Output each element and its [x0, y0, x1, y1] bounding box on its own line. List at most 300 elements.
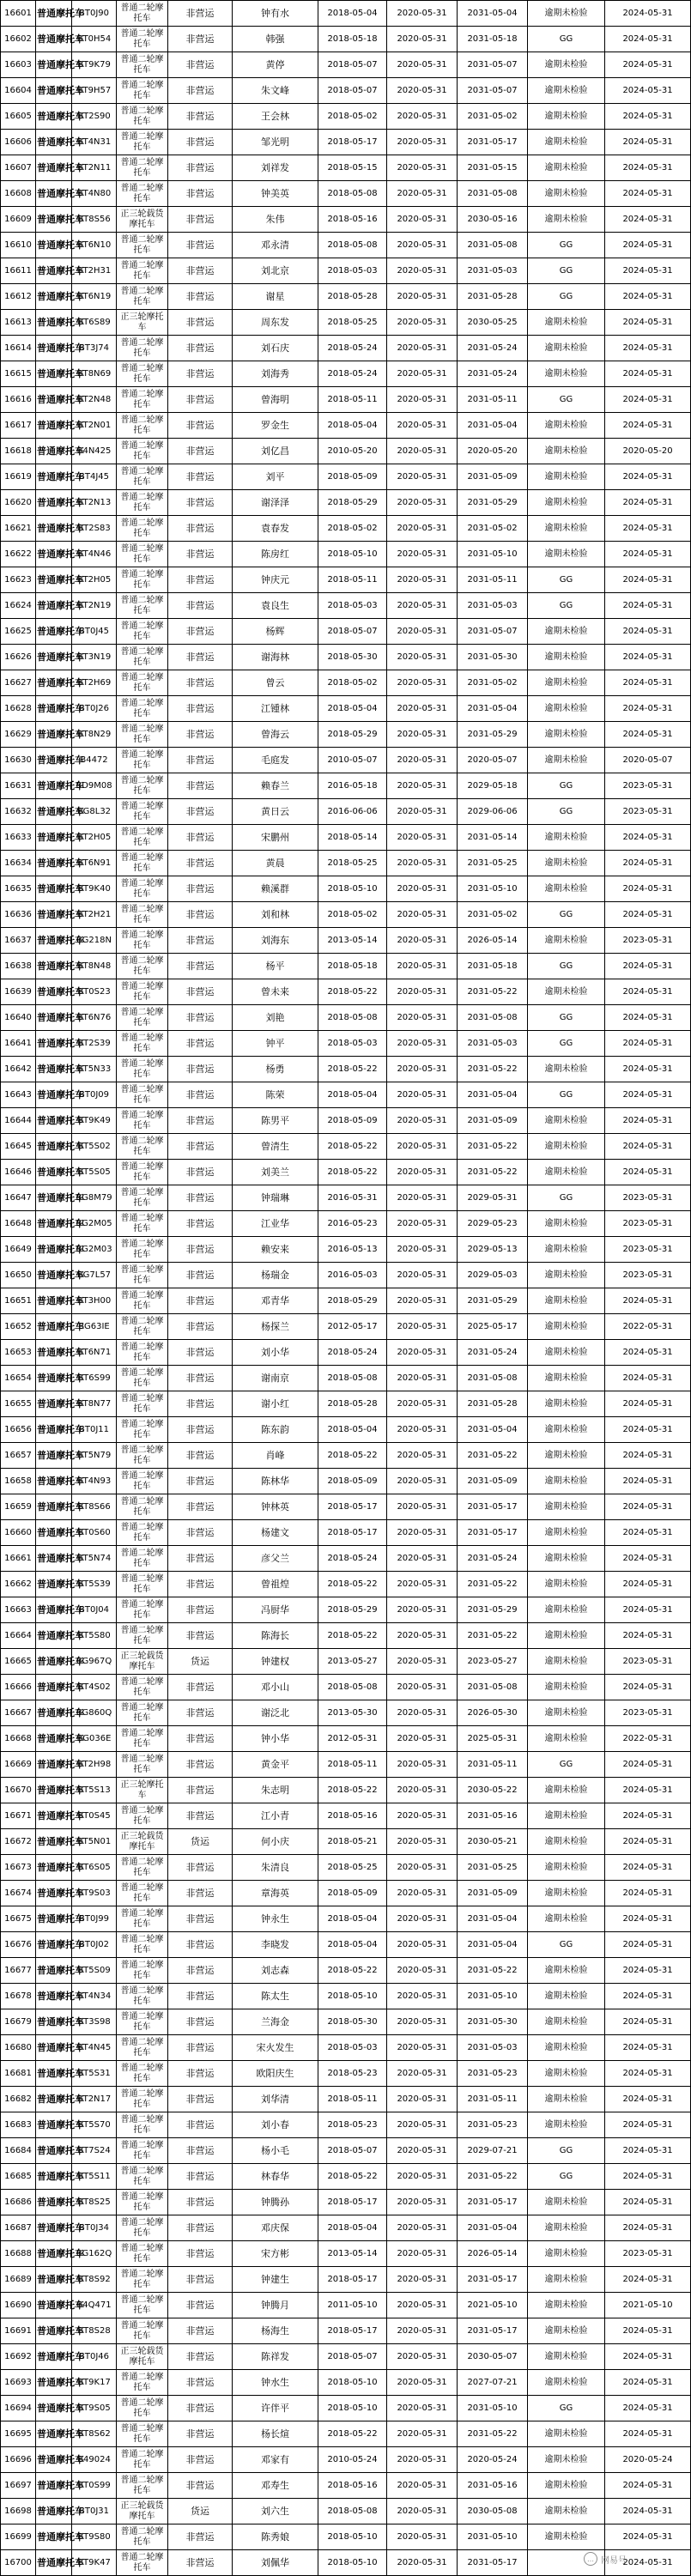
- table-row: [1, 1700, 691, 1726]
- record-date-cell: 2020-05-31: [387, 361, 458, 387]
- usage-type-cell: 非营运: [168, 104, 233, 130]
- plate-number-cell: BT0J34: [72, 2215, 117, 2241]
- scrap-date-cell: 2029-07-21: [458, 2138, 528, 2164]
- expiry-date-cell: 2024-05-31: [605, 722, 691, 748]
- usage-type-cell: 非营运: [168, 1005, 233, 1031]
- record-id-cell: 16689: [1, 2267, 36, 2293]
- table-row: [1, 1752, 691, 1778]
- vehicle-category-cell: 普通摩托车: [36, 516, 72, 542]
- vehicle-category-cell: 普通摩托车: [36, 1881, 72, 1906]
- inspection-status-cell: 逾期未检验: [528, 1, 605, 27]
- scrap-date-cell: 2030-05-25: [458, 310, 528, 336]
- expiry-date-cell: 2024-05-31: [605, 310, 691, 336]
- scrap-date-cell: 2031-05-11: [458, 2087, 528, 2112]
- owner-name-cell: 杨辉: [233, 619, 318, 645]
- table-row: [1, 748, 691, 773]
- scrap-date-cell: 2031-05-08: [458, 1675, 528, 1700]
- scrap-date-cell: 2030-05-16: [458, 207, 528, 233]
- expiry-date-cell: 2024-05-31: [605, 1546, 691, 1572]
- owner-name-cell: 钟建生: [233, 2267, 318, 2293]
- vehicle-category-cell: 普通摩托车: [36, 1958, 72, 1984]
- expiry-date-cell: 2024-05-31: [605, 1391, 691, 1417]
- table-row: [1, 1288, 691, 1314]
- plate-number-cell: BT4S02: [72, 1675, 117, 1700]
- owner-name-cell: 江业华: [233, 1211, 318, 1237]
- table-row: [1, 1185, 691, 1211]
- first-reg-date-cell: 2018-05-04: [318, 1082, 387, 1108]
- plate-number-cell: BT5N33: [72, 1057, 117, 1082]
- table-row: [1, 1417, 691, 1443]
- scrap-date-cell: 2031-05-15: [458, 155, 528, 181]
- record-date-cell: 2020-05-31: [387, 2190, 458, 2215]
- table-row: [1, 2267, 691, 2293]
- table-row: [1, 1211, 691, 1237]
- first-reg-date-cell: 2011-05-10: [318, 2293, 387, 2318]
- record-id-cell: 16609: [1, 207, 36, 233]
- table-row: [1, 799, 691, 825]
- first-reg-date-cell: 2010-05-07: [318, 748, 387, 773]
- vehicle-category-cell: 普通摩托车: [36, 233, 72, 258]
- record-date-cell: 2020-05-31: [387, 1623, 458, 1649]
- vehicle-type-cell: 普通二轮摩托车: [117, 567, 168, 593]
- owner-name-cell: 曾祖煌: [233, 1572, 318, 1597]
- first-reg-date-cell: 2018-05-09: [318, 1469, 387, 1494]
- scrap-date-cell: 2031-05-18: [458, 954, 528, 979]
- record-id-cell: 16644: [1, 1108, 36, 1134]
- expiry-date-cell: 2024-05-31: [605, 1, 691, 27]
- usage-type-cell: 非营运: [168, 2190, 233, 2215]
- vehicle-category-cell: 普通摩托车: [36, 181, 72, 207]
- usage-type-cell: 非营运: [168, 1263, 233, 1288]
- vehicle-type-cell: 普通二轮摩托车: [117, 542, 168, 567]
- inspection-status-cell: 逾期未检验: [528, 1340, 605, 1366]
- table-row: [1, 2112, 691, 2138]
- vehicle-category-cell: 普通摩托车: [36, 2087, 72, 2112]
- vehicle-category-cell: 普通摩托车: [36, 1906, 72, 1932]
- expiry-date-cell: 2024-05-31: [605, 954, 691, 979]
- vehicle-type-cell: 普通二轮摩托车: [117, 1546, 168, 1572]
- first-reg-date-cell: 2016-06-06: [318, 799, 387, 825]
- usage-type-cell: 非营运: [168, 516, 233, 542]
- record-id-cell: 16606: [1, 130, 36, 155]
- usage-type-cell: 非营运: [168, 1932, 233, 1958]
- inspection-status-cell: GG: [528, 27, 605, 52]
- record-date-cell: 2020-05-31: [387, 233, 458, 258]
- expiry-date-cell: 2024-05-31: [605, 902, 691, 928]
- table-row: [1, 1778, 691, 1803]
- table-row: [1, 1366, 691, 1391]
- vehicle-category-cell: 普通摩托车: [36, 155, 72, 181]
- vehicle-type-cell: 普通二轮摩托车: [117, 1700, 168, 1726]
- owner-name-cell: 朱清良: [233, 1855, 318, 1881]
- record-date-cell: 2020-05-31: [387, 2138, 458, 2164]
- usage-type-cell: 货运: [168, 1829, 233, 1855]
- vehicle-type-cell: 正三轮摩托车: [117, 310, 168, 336]
- expiry-date-cell: 2024-05-31: [605, 2473, 691, 2499]
- owner-name-cell: 韩强: [233, 27, 318, 52]
- first-reg-date-cell: 2013-05-14: [318, 2241, 387, 2267]
- table-row: [1, 645, 691, 670]
- expiry-date-cell: 2024-05-31: [605, 2499, 691, 2524]
- vehicle-category-cell: 普通摩托车: [36, 413, 72, 439]
- scrap-date-cell: 2031-05-03: [458, 258, 528, 284]
- vehicle-category-cell: 普通摩托车: [36, 722, 72, 748]
- record-id-cell: 16680: [1, 2035, 36, 2061]
- owner-name-cell: 杨海生: [233, 2318, 318, 2344]
- plate-number-cell: BT6S05: [72, 1855, 117, 1881]
- inspection-status-cell: 逾期未检验: [528, 1881, 605, 1906]
- record-id-cell: 16661: [1, 1546, 36, 1572]
- inspection-status-cell: 逾期未检验: [528, 490, 605, 516]
- owner-name-cell: 刘美兰: [233, 1160, 318, 1185]
- owner-name-cell: 周东发: [233, 310, 318, 336]
- scrap-date-cell: 2031-05-08: [458, 181, 528, 207]
- record-date-cell: 2020-05-31: [387, 567, 458, 593]
- vehicle-type-cell: 普通二轮摩托车: [117, 336, 168, 361]
- vehicle-category-cell: 普通摩托车: [36, 258, 72, 284]
- expiry-date-cell: 2024-05-31: [605, 1340, 691, 1366]
- record-id-cell: 16637: [1, 928, 36, 954]
- plate-number-cell: BG162Q: [72, 2241, 117, 2267]
- vehicle-category-cell: 普通摩托车: [36, 1752, 72, 1778]
- owner-name-cell: 宋火发生: [233, 2035, 318, 2061]
- vehicle-type-cell: 普通二轮摩托车: [117, 1160, 168, 1185]
- scrap-date-cell: 2031-05-18: [458, 27, 528, 52]
- vehicle-category-cell: 普通摩托车: [36, 104, 72, 130]
- vehicle-category-cell: 普通摩托车: [36, 284, 72, 310]
- table-row: [1, 1803, 691, 1829]
- inspection-status-cell: 逾期未检验: [528, 1958, 605, 1984]
- vehicle-category-cell: 普通摩托车: [36, 799, 72, 825]
- vehicle-type-cell: 普通二轮摩托车: [117, 78, 168, 104]
- vehicle-type-cell: 普通二轮摩托车: [117, 876, 168, 902]
- expiry-date-cell: 2024-05-31: [605, 1597, 691, 1623]
- record-date-cell: 2020-05-31: [387, 1340, 458, 1366]
- plate-number-cell: BT2S90: [72, 104, 117, 130]
- vehicle-category-cell: 普通摩托车: [36, 27, 72, 52]
- scrap-date-cell: 2020-05-20: [458, 439, 528, 464]
- vehicle-category-cell: 普通摩托车: [36, 464, 72, 490]
- vehicle-category-cell: 普通摩托车: [36, 1932, 72, 1958]
- inspection-status-cell: 逾期未检验: [528, 1520, 605, 1546]
- usage-type-cell: 非营运: [168, 1031, 233, 1057]
- first-reg-date-cell: 2012-05-17: [318, 1314, 387, 1340]
- expiry-date-cell: 2024-05-31: [605, 1494, 691, 1520]
- expiry-date-cell: 2020-05-07: [605, 748, 691, 773]
- first-reg-date-cell: 2018-05-03: [318, 258, 387, 284]
- usage-type-cell: 非营运: [168, 1443, 233, 1469]
- record-id-cell: 16619: [1, 464, 36, 490]
- table-row: [1, 1520, 691, 1546]
- plate-number-cell: BT5S13: [72, 1778, 117, 1803]
- vehicle-category-cell: 普通摩托车: [36, 1134, 72, 1160]
- usage-type-cell: 非营运: [168, 78, 233, 104]
- expiry-date-cell: 2024-05-31: [605, 1958, 691, 1984]
- expiry-date-cell: 2024-05-31: [605, 130, 691, 155]
- inspection-status-cell: 逾期未检验: [528, 1288, 605, 1314]
- scrap-date-cell: 2031-05-22: [458, 1623, 528, 1649]
- first-reg-date-cell: 2018-05-30: [318, 2009, 387, 2035]
- vehicle-type-cell: 普通二轮摩托车: [117, 1340, 168, 1366]
- plate-number-cell: BT2N01: [72, 413, 117, 439]
- inspection-status-cell: 逾期未检验: [528, 1623, 605, 1649]
- expiry-date-cell: 2024-05-31: [605, 1932, 691, 1958]
- plate-number-cell: BT4J45: [72, 464, 117, 490]
- expiry-date-cell: 2022-05-31: [605, 1314, 691, 1340]
- plate-number-cell: BT0J09: [72, 1082, 117, 1108]
- usage-type-cell: 非营运: [168, 1, 233, 27]
- table-row: [1, 1340, 691, 1366]
- vehicle-type-cell: 普通二轮摩托车: [117, 2241, 168, 2267]
- first-reg-date-cell: 2018-05-23: [318, 2061, 387, 2087]
- inspection-status-cell: 逾期未检验: [528, 2499, 605, 2524]
- usage-type-cell: 非营运: [168, 1984, 233, 2009]
- record-id-cell: 16625: [1, 619, 36, 645]
- record-id-cell: 16601: [1, 1, 36, 27]
- table-row: [1, 233, 691, 258]
- inspection-status-cell: 逾期未检验: [528, 1469, 605, 1494]
- scrap-date-cell: 2031-05-09: [458, 1108, 528, 1134]
- record-date-cell: 2020-05-31: [387, 1005, 458, 1031]
- vehicle-category-cell: 普通摩托车: [36, 619, 72, 645]
- table-row: [1, 1469, 691, 1494]
- chat-bubble-icon: …: [584, 2552, 597, 2566]
- first-reg-date-cell: 2018-05-29: [318, 1597, 387, 1623]
- first-reg-date-cell: 2018-05-17: [318, 2318, 387, 2344]
- expiry-date-cell: 2024-05-31: [605, 2318, 691, 2344]
- expiry-date-cell: 2024-05-31: [605, 387, 691, 413]
- owner-name-cell: 刘华清: [233, 2087, 318, 2112]
- scrap-date-cell: 2031-05-17: [458, 1520, 528, 1546]
- first-reg-date-cell: 2018-05-29: [318, 1288, 387, 1314]
- table-row: [1, 78, 691, 104]
- expiry-date-cell: 2024-05-31: [605, 1031, 691, 1057]
- scrap-date-cell: 2031-05-02: [458, 104, 528, 130]
- expiry-date-cell: 2024-05-31: [605, 1417, 691, 1443]
- vehicle-type-cell: 普通二轮摩托车: [117, 490, 168, 516]
- scrap-date-cell: 2026-05-14: [458, 928, 528, 954]
- owner-name-cell: 林春华: [233, 2164, 318, 2190]
- first-reg-date-cell: 2018-05-04: [318, 1, 387, 27]
- expiry-date-cell: 2024-05-31: [605, 361, 691, 387]
- owner-name-cell: 邓家有: [233, 2447, 318, 2473]
- first-reg-date-cell: 2016-05-13: [318, 1237, 387, 1263]
- inspection-status-cell: 逾期未检验: [528, 2061, 605, 2087]
- inspection-status-cell: 逾期未检验: [528, 1906, 605, 1932]
- expiry-date-cell: 2024-05-31: [605, 2087, 691, 2112]
- table-row: [1, 2087, 691, 2112]
- vehicle-category-cell: 普通摩托车: [36, 1237, 72, 1263]
- plate-number-cell: BT0H54: [72, 27, 117, 52]
- plate-number-cell: BT9S05: [72, 2396, 117, 2421]
- first-reg-date-cell: 2018-05-28: [318, 284, 387, 310]
- record-date-cell: 2020-05-31: [387, 490, 458, 516]
- table-row: [1, 542, 691, 567]
- vehicle-category-cell: 普通摩托车: [36, 2473, 72, 2499]
- table-row: [1, 2190, 691, 2215]
- first-reg-date-cell: 2018-05-03: [318, 1031, 387, 1057]
- inspection-status-cell: GG: [528, 1752, 605, 1778]
- vehicle-category-cell: 普通摩托车: [36, 2267, 72, 2293]
- usage-type-cell: 非营运: [168, 1546, 233, 1572]
- scrap-date-cell: 2031-05-11: [458, 567, 528, 593]
- usage-type-cell: 非营运: [168, 670, 233, 696]
- scrap-date-cell: 2031-05-04: [458, 1932, 528, 1958]
- owner-name-cell: 钟水生: [233, 2370, 318, 2396]
- record-date-cell: 2020-05-31: [387, 1932, 458, 1958]
- expiry-date-cell: 2024-05-31: [605, 1984, 691, 2009]
- record-date-cell: 2020-05-31: [387, 722, 458, 748]
- vehicle-category-cell: 普通摩托车: [36, 1082, 72, 1108]
- first-reg-date-cell: 2018-05-11: [318, 387, 387, 413]
- plate-number-cell: BT6N71: [72, 1340, 117, 1366]
- table-row: [1, 2035, 691, 2061]
- first-reg-date-cell: 2018-05-09: [318, 1881, 387, 1906]
- plate-number-cell: BT5S31: [72, 2061, 117, 2087]
- first-reg-date-cell: 2018-05-17: [318, 1494, 387, 1520]
- owner-name-cell: 杨长煊: [233, 2421, 318, 2447]
- scrap-date-cell: 2031-05-07: [458, 78, 528, 104]
- record-id-cell: 16646: [1, 1160, 36, 1185]
- inspection-status-cell: 逾期未检验: [528, 825, 605, 851]
- plate-number-cell: BT4N46: [72, 542, 117, 567]
- vehicle-type-cell: 普通二轮摩托车: [117, 773, 168, 799]
- expiry-date-cell: 2024-05-31: [605, 336, 691, 361]
- owner-name-cell: 钟美英: [233, 181, 318, 207]
- plate-number-cell: BT4N80: [72, 181, 117, 207]
- scrap-date-cell: 2031-05-16: [458, 2473, 528, 2499]
- vehicle-category-cell: 普通摩托车: [36, 2293, 72, 2318]
- first-reg-date-cell: 2013-05-30: [318, 1700, 387, 1726]
- plate-number-cell: BT0J99: [72, 1906, 117, 1932]
- first-reg-date-cell: 2016-05-23: [318, 1211, 387, 1237]
- record-date-cell: 2020-05-31: [387, 2061, 458, 2087]
- plate-number-cell: BT9K79: [72, 52, 117, 78]
- usage-type-cell: 非营运: [168, 130, 233, 155]
- scrap-date-cell: 2031-05-04: [458, 1906, 528, 1932]
- scrap-date-cell: 2031-05-24: [458, 336, 528, 361]
- usage-type-cell: 非营运: [168, 928, 233, 954]
- table-row: [1, 413, 691, 439]
- table-row: [1, 104, 691, 130]
- scrap-date-cell: 2031-05-04: [458, 2215, 528, 2241]
- inspection-status-cell: 逾期未检验: [528, 1443, 605, 1469]
- record-date-cell: 2020-05-31: [387, 516, 458, 542]
- plate-number-cell: BT0J90: [72, 1, 117, 27]
- scrap-date-cell: 2031-05-29: [458, 1597, 528, 1623]
- expiry-date-cell: 2023-05-31: [605, 799, 691, 825]
- vehicle-type-cell: 普通二轮摩托车: [117, 902, 168, 928]
- plate-number-cell: BT9S03: [72, 1881, 117, 1906]
- vehicle-type-cell: 普通二轮摩托车: [117, 1803, 168, 1829]
- expiry-date-cell: 2024-05-31: [605, 1906, 691, 1932]
- record-date-cell: 2020-05-31: [387, 258, 458, 284]
- expiry-date-cell: 2024-05-31: [605, 464, 691, 490]
- plate-number-cell: BT0J45: [72, 619, 117, 645]
- expiry-date-cell: 2024-05-31: [605, 181, 691, 207]
- owner-name-cell: 欧阳庆生: [233, 2061, 318, 2087]
- table-row: [1, 490, 691, 516]
- expiry-date-cell: 2024-05-31: [605, 2035, 691, 2061]
- owner-name-cell: 刘艳: [233, 1005, 318, 1031]
- usage-type-cell: 非营运: [168, 1314, 233, 1340]
- first-reg-date-cell: 2018-05-16: [318, 2473, 387, 2499]
- usage-type-cell: 非营运: [168, 233, 233, 258]
- plate-number-cell: BD9M08: [72, 773, 117, 799]
- vehicle-category-cell: 普通摩托车: [36, 1803, 72, 1829]
- record-date-cell: 2020-05-31: [387, 1778, 458, 1803]
- first-reg-date-cell: 2018-05-22: [318, 2421, 387, 2447]
- owner-name-cell: 宋鹏州: [233, 825, 318, 851]
- inspection-status-cell: 逾期未检验: [528, 1263, 605, 1288]
- record-id-cell: 16696: [1, 2447, 36, 2473]
- plate-number-cell: BT8S56: [72, 207, 117, 233]
- vehicle-category-cell: 普通摩托车: [36, 310, 72, 336]
- inspection-status-cell: 逾期未检验: [528, 439, 605, 464]
- vehicle-type-cell: 普通二轮摩托车: [117, 2524, 168, 2550]
- record-date-cell: 2020-05-31: [387, 2550, 458, 2576]
- vehicle-type-cell: 普通二轮摩托车: [117, 104, 168, 130]
- first-reg-date-cell: 2018-05-11: [318, 2087, 387, 2112]
- plate-number-cell: BT9K17: [72, 2370, 117, 2396]
- first-reg-date-cell: 2018-05-10: [318, 2550, 387, 2576]
- inspection-status-cell: GG: [528, 1082, 605, 1108]
- usage-type-cell: 非营运: [168, 799, 233, 825]
- scrap-date-cell: 2031-05-30: [458, 2009, 528, 2035]
- record-id-cell: 16655: [1, 1391, 36, 1417]
- expiry-date-cell: 2024-05-31: [605, 542, 691, 567]
- inspection-status-cell: 逾期未检验: [528, 670, 605, 696]
- record-date-cell: 2020-05-31: [387, 1134, 458, 1160]
- record-id-cell: 16620: [1, 490, 36, 516]
- record-id-cell: 16654: [1, 1366, 36, 1391]
- inspection-status-cell: 逾期未检验: [528, 1546, 605, 1572]
- owner-name-cell: 刘六生: [233, 2499, 318, 2524]
- record-date-cell: 2020-05-31: [387, 1, 458, 27]
- scrap-date-cell: 2031-05-08: [458, 1366, 528, 1391]
- scrap-date-cell: 2031-05-02: [458, 902, 528, 928]
- scrap-date-cell: 2031-05-09: [458, 1469, 528, 1494]
- plate-number-cell: BT5S11: [72, 2164, 117, 2190]
- table-row: [1, 310, 691, 336]
- expiry-date-cell: 2024-05-31: [605, 1160, 691, 1185]
- vehicle-category-cell: 普通摩托车: [36, 387, 72, 413]
- owner-name-cell: 陈秀娘: [233, 2524, 318, 2550]
- inspection-status-cell: GG: [528, 1005, 605, 1031]
- vehicle-type-cell: 普通二轮摩托车: [117, 2267, 168, 2293]
- inspection-status-cell: GG: [528, 799, 605, 825]
- vehicle-type-cell: 普通二轮摩托车: [117, 645, 168, 670]
- vehicle-type-cell: 普通二轮摩托车: [117, 258, 168, 284]
- record-date-cell: 2020-05-31: [387, 670, 458, 696]
- record-date-cell: 2020-05-31: [387, 928, 458, 954]
- vehicle-category-cell: 普通摩托车: [36, 825, 72, 851]
- owner-name-cell: 杨小毛: [233, 2138, 318, 2164]
- scrap-date-cell: 2031-05-04: [458, 1417, 528, 1443]
- table-row: [1, 1391, 691, 1417]
- record-date-cell: 2020-05-31: [387, 1211, 458, 1237]
- plate-number-cell: BT5N01: [72, 1829, 117, 1855]
- record-date-cell: 2020-05-31: [387, 1803, 458, 1829]
- record-id-cell: 16679: [1, 2009, 36, 2035]
- table-row: [1, 2138, 691, 2164]
- vehicle-type-cell: 普通二轮摩托车: [117, 1572, 168, 1597]
- scrap-date-cell: 2031-05-16: [458, 1803, 528, 1829]
- inspection-status-cell: 逾期未检验: [528, 1803, 605, 1829]
- expiry-date-cell: 2021-05-10: [605, 2293, 691, 2318]
- vehicle-type-cell: 普通二轮摩托车: [117, 1597, 168, 1623]
- record-id-cell: 16648: [1, 1211, 36, 1237]
